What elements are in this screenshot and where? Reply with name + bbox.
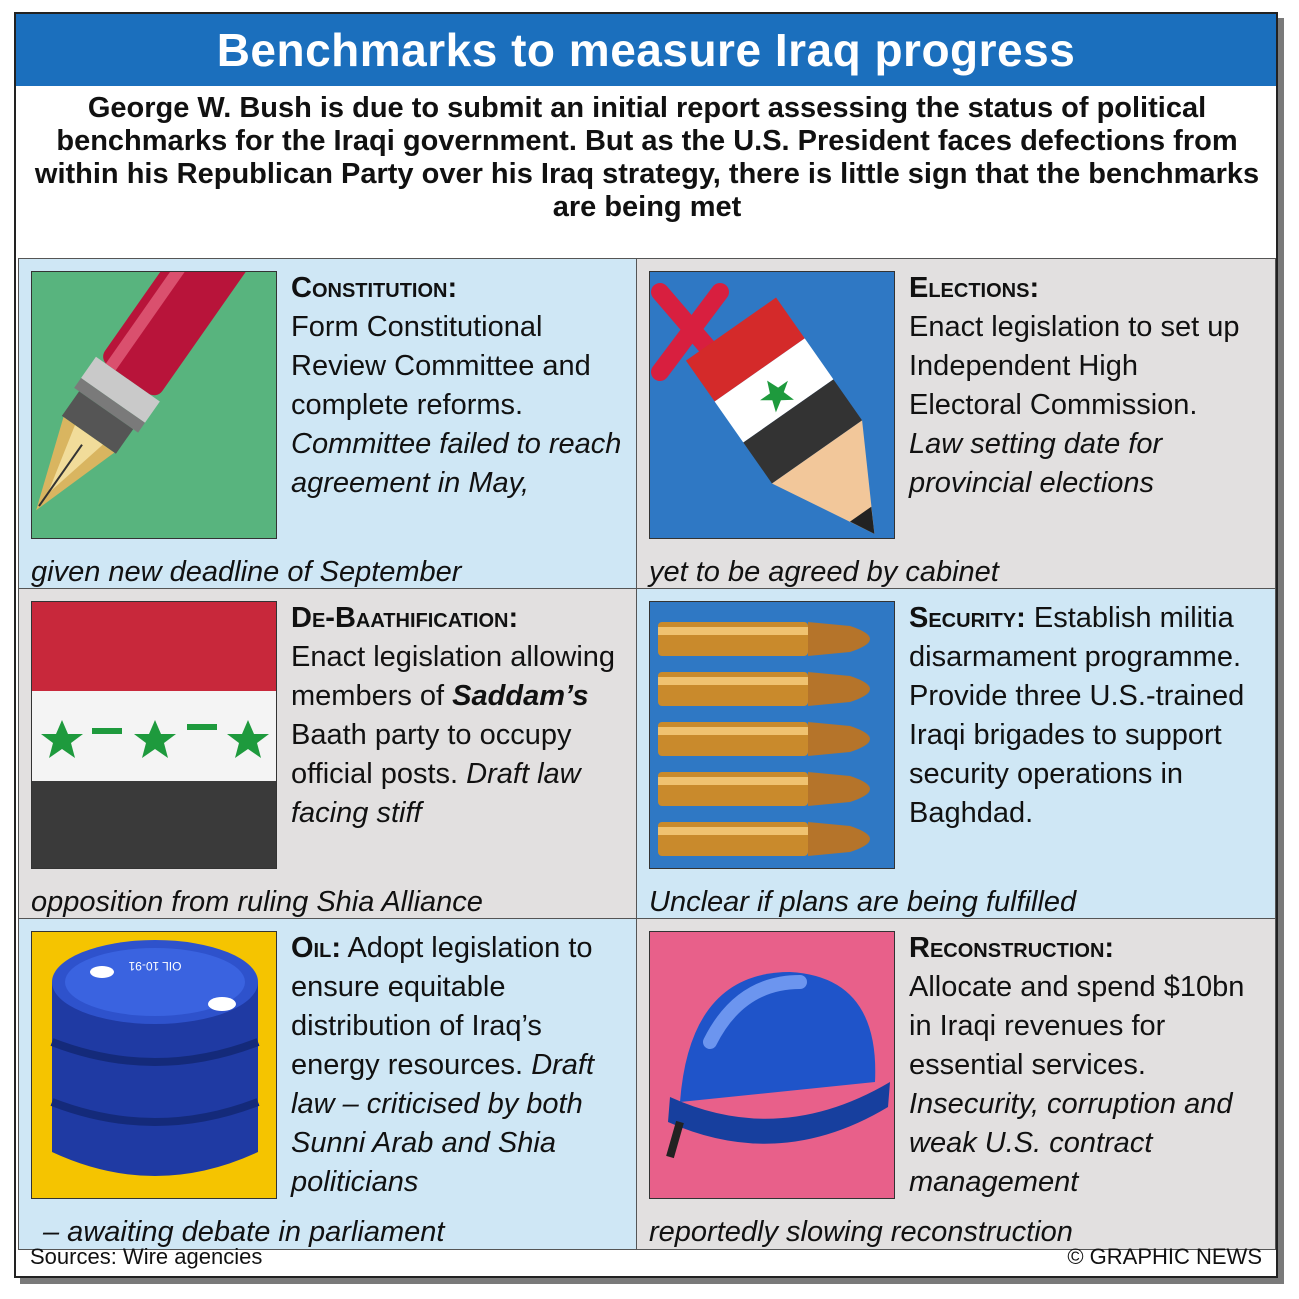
constitution-text [291,269,631,503]
benchmark-text: Adopt legislation to ensure equitable distribution of Iraq’s energy resources. [291,932,593,1081]
bullets-icon [649,601,895,869]
panel-de-baathification [18,588,642,920]
benchmark-text-a: Enact legislation allowing members of [291,641,616,712]
benchmark-text: Form Constitutional Review Committee and complete reforms. [291,311,591,421]
page-title: Benchmarks to measure Iraq progress [16,14,1276,86]
status-note-tail: yet to be agreed by cabinet [649,556,999,588]
status-note-tail: opposition from ruling Shia Alliance [31,886,483,918]
elections-text [909,269,1249,503]
status-note-tail: Unclear if plans are being fulfilled [649,886,1077,918]
panel-security [636,588,1276,920]
hard-hat-icon [649,931,895,1199]
bullet-cartridge [658,722,870,756]
benchmark-text: Allocate and spend $10bn in Iraqi revenues for essential services. [909,971,1245,1081]
panel-oil [18,918,642,1250]
heading: Oil: [291,932,341,964]
status-note: Draft law – criticised by both Sunni Arab and Shia politicians [291,1049,595,1198]
panel-constitution [18,258,642,590]
copyright-credit: © GRAPHIC NEWS [1067,1244,1262,1269]
sources-credit: Sources: Wire agencies [30,1244,263,1269]
bullet-cartridge [658,772,870,806]
status-note: Committee failed to reach agreement in May, [291,428,622,499]
status-note: Insecurity, corruption and weak U.S. contract management [909,1088,1233,1198]
status-note-tail: given new deadline of September [31,556,462,588]
benchmark-text-b: Baath party to occupy official posts. [291,719,572,790]
fountain-pen-icon [31,271,277,539]
reconstruction-text [909,929,1249,1202]
status-note: Law setting date for provincial elections [909,428,1163,499]
bullet-cartridge [658,622,870,656]
iraq-flag-icon [31,601,277,869]
heading: De-Baathification: [291,602,519,634]
bullet-cartridge [658,672,870,706]
benchmark-text: Enact legislation to set up Independent High Electoral Commission. [909,311,1240,421]
infographic-frame [14,12,1278,1278]
heading: Elections: [909,272,1040,304]
heading: Security: [909,602,1026,634]
oil-barrel-icon [31,931,277,1199]
heading: Reconstruction: [909,932,1115,964]
benchmark-text: Establish militia disarmament programme. Provide three U.S.-trained Iraqi brigades to support security operations in Baghdad. [909,602,1245,829]
panel-elections [636,258,1276,590]
barrel-label: OIL 10-91 [128,959,182,973]
bullet-cartridge [658,822,870,856]
heading: Constitution: [291,272,458,304]
panel-reconstruction [636,918,1276,1250]
status-note-tail: reportedly slowing reconstruction [649,1216,1073,1248]
emphasis-name: Saddam’s [452,680,589,712]
footer [16,1236,1276,1276]
intro-paragraph: George W. Bush is due to submit an initial report assessing the status of political benchmarks for the Iraqi government. But as the U.S. President faces defections from within his Republican Party over his Iraq strategy, there is little sign that the benchmarks are being met [34,92,1260,223]
oil-text [291,929,631,1202]
status-note: Draft law facing stiff [291,758,581,829]
pencil-cross-icon [649,271,895,539]
status-note-tail: – awaiting debate in parliament [43,1216,445,1248]
security-text [909,599,1249,833]
de-baathification-text [291,599,631,833]
